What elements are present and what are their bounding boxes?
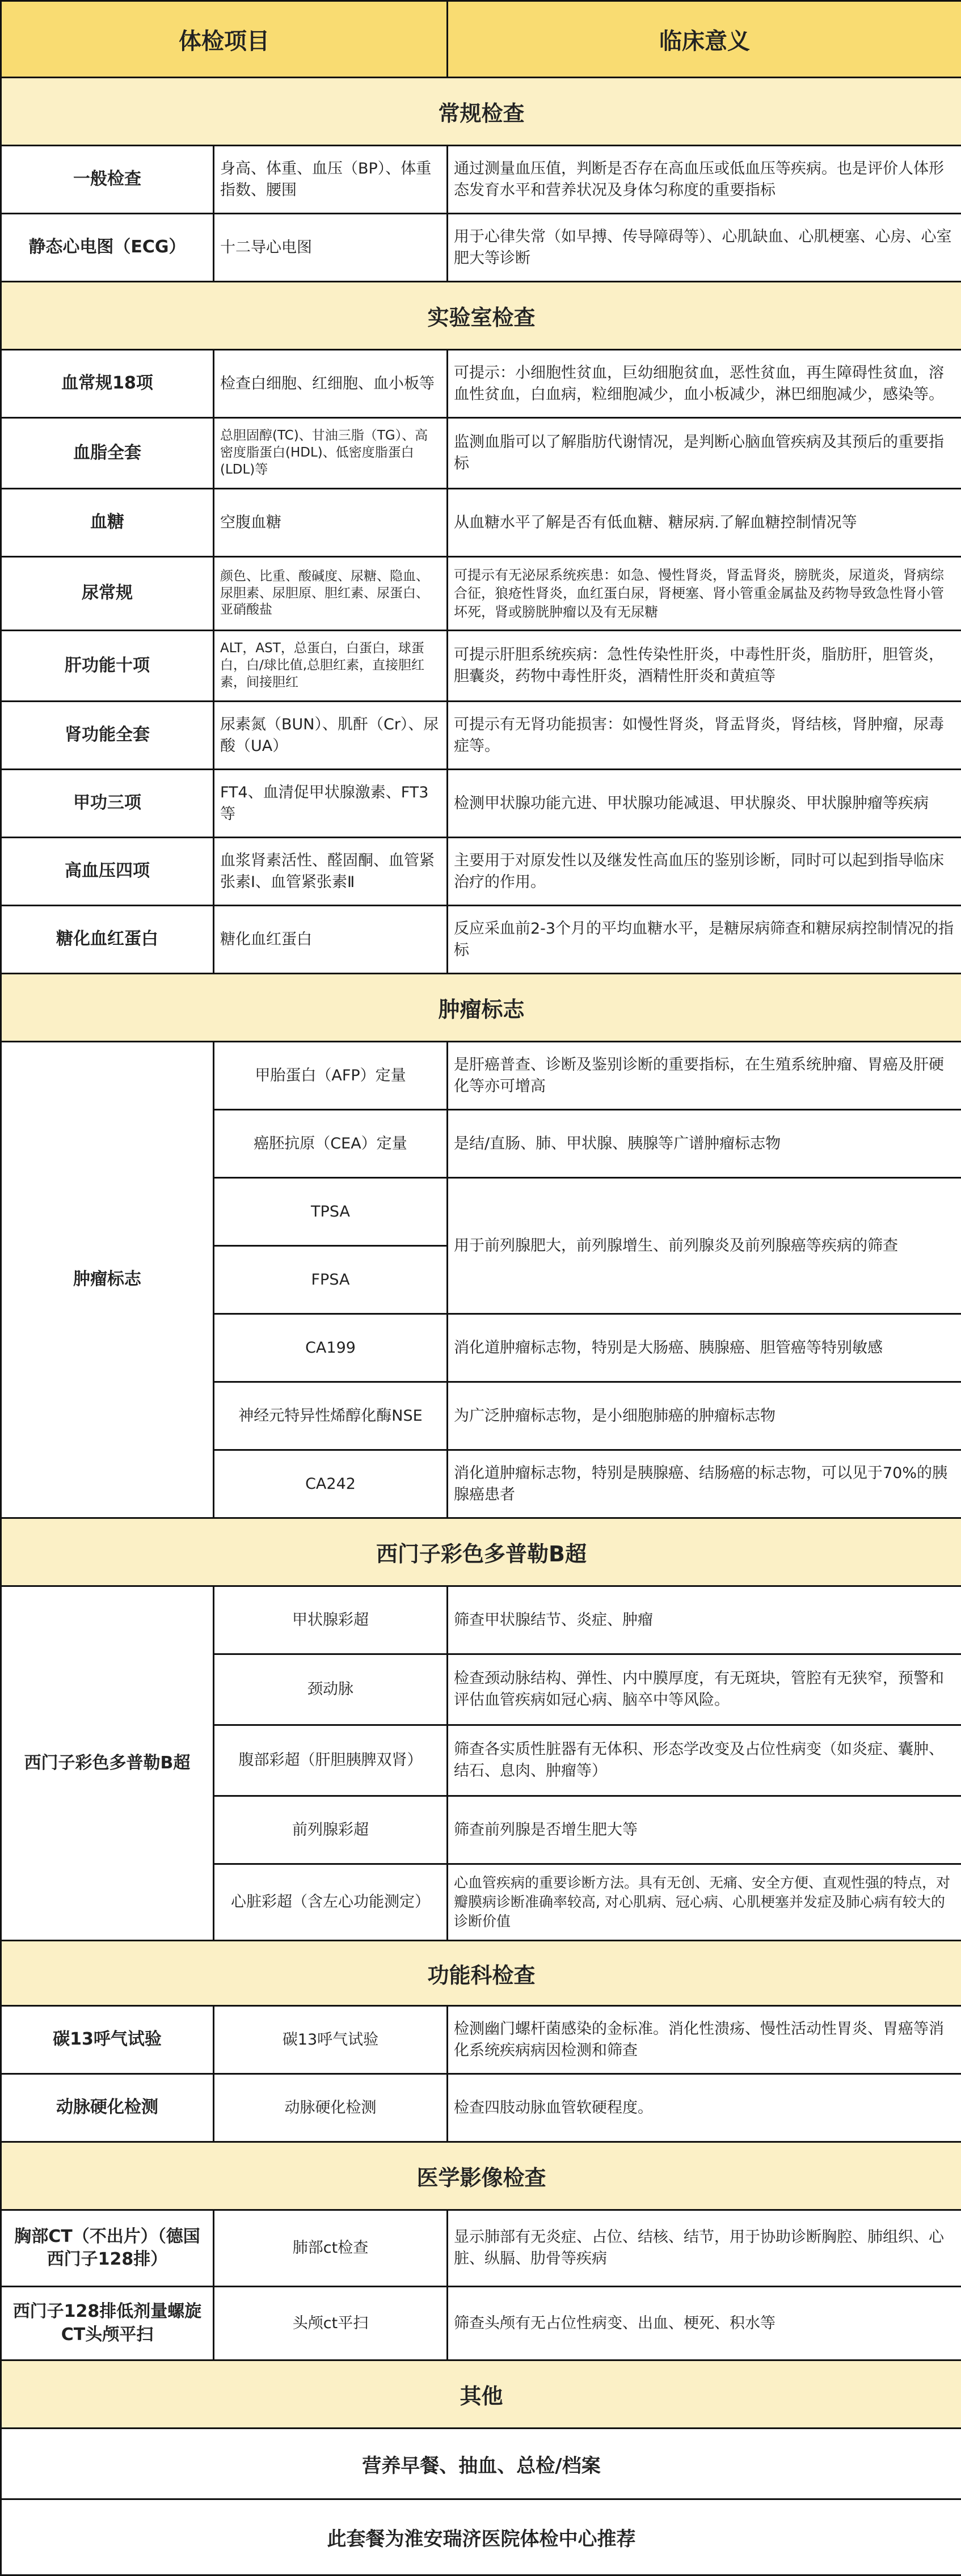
row-name: 动脉硬化检测 [1,2074,214,2142]
section-title: 实验室检查 [1,282,961,350]
row-meaning: 监测血脂可以了解脂肪代谢情况，是判断心脑血管疾病及其预后的重要指标 [448,418,961,489]
row-name: 血常规18项 [1,350,214,418]
table-row [1,1042,961,1110]
row-item: 甲胎蛋白（AFP）定量 [214,1042,448,1110]
section-tumor [1,974,961,1042]
row-meaning: 是肝癌普查、诊断及鉴别诊断的重要指标，在生殖系统肿瘤、胃癌及肝硬化等亦可增高 [448,1042,961,1110]
row-name: 尿常规 [1,557,214,631]
row-meaning: 可提示有无泌尿系统疾患：如急、慢性肾炎，肾盂肾炎，膀胱炎，尿道炎，肾病综合征，狼疮性肾炎，血红蛋白尿，肾梗塞、肾小管重金属盐及药物导致急性肾小管坏死，肾或膀胱肿瘤以及有无尿糖 [448,557,961,631]
header-item-column: 体检项目 [1,1,448,78]
row-name: 甲功三项 [1,770,214,838]
row-meaning: 心血管疾病的重要诊断方法。具有无创、无痛、安全方便、直观性强的特点，对瓣膜病诊断准确率较高, 对心肌病、冠心病、心肌梗塞并发症及肺心病有较大的诊断价值 [448,1864,961,1941]
row-meaning: 可提示肝胆系统疾病：急性传染性肝炎，中毒性肝炎，脂肪肝，胆管炎，胆囊炎，药物中毒性肝炎，酒精性肝炎和黄疸等 [448,631,961,702]
table-row [1,146,961,214]
row-item: 颈动脉 [214,1654,448,1725]
row-meaning: 为广泛肿瘤标志物，是小细胞肺癌的肿瘤标志物 [448,1382,961,1450]
row-item: FPSA [214,1246,448,1314]
section-title: 常规检查 [1,78,961,146]
row-item: TPSA [214,1178,448,1246]
row-meaning: 筛查头颅有无占位性病变、出血、梗死、积水等 [448,2287,961,2360]
section-routine [1,78,961,146]
table-header-row [1,1,961,78]
row-item: 十二导心电图 [214,214,448,282]
row-item: 身高、体重、血压（BP）、体重指数、腰围 [214,146,448,214]
row-item: 碳13呼气试验 [214,2006,448,2074]
table-row [1,702,961,770]
row-meaning: 可提示：小细胞性贫血，巨幼细胞贫血，恶性贫血，再生障碍性贫血，溶血性贫血，白血病，粒细胞减少，血小板减少，淋巴细胞减少，感染等。 [448,350,961,418]
section-other [1,2360,961,2429]
row-item: 糖化血红蛋白 [214,906,448,974]
section-ultrasound [1,1518,961,1586]
row-item: 腹部彩超（肝胆胰脾双肾） [214,1725,448,1796]
row-item: 总胆固醇(TC)、甘油三脂（TG）、高密度脂蛋白(HDL)、低密度脂蛋白(LDL)等 [214,418,448,489]
row-item: 空腹血糖 [214,489,448,557]
row-name: 高血压四项 [1,838,214,906]
table-row [1,906,961,974]
row-meaning: 从血糖水平了解是否有低血糖、糖尿病.了解血糖控制情况等 [448,489,961,557]
row-item: CA199 [214,1314,448,1382]
row-item: 甲状腺彩超 [214,1586,448,1654]
row-meaning: 筛查各实质性脏器有无体积、形态学改变及占位性病变（如炎症、囊肿、结石、息肉、肿瘤等） [448,1725,961,1796]
row-item: 肺部ct检查 [214,2210,448,2287]
row-name: 肝功能十项 [1,631,214,702]
row-item: 颜色、比重、酸碱度、尿糖、隐血、尿胆素、尿胆原、胆红素、尿蛋白、亚硝酸盐 [214,557,448,631]
table-row [1,631,961,702]
row-meaning: 消化道肿瘤标志物，特别是胰腺癌、结肠癌的标志物，可以见于70%的胰腺癌患者 [448,1450,961,1518]
row-name: 糖化血红蛋白 [1,906,214,974]
section-title: 其他 [1,2360,961,2429]
row-item: 头颅ct平扫 [214,2287,448,2360]
table-row [1,489,961,557]
section-title: 西门子彩色多普勒B超 [1,1518,961,1586]
section-lab [1,282,961,350]
row-name: 一般检查 [1,146,214,214]
section-title: 功能科检查 [1,1941,961,2006]
table-row [1,770,961,838]
row-name: 碳13呼气试验 [1,2006,214,2074]
row-meaning: 用于前列腺肥大，前列腺增生、前列腺炎及前列腺癌等疾病的筛查 [448,1178,961,1314]
row-meaning: 是结/直肠、肺、甲状腺、胰腺等广谱肿瘤标志物 [448,1110,961,1178]
row-meaning: 主要用于对原发性以及继发性高血压的鉴别诊断，同时可以起到指导临床治疗的作用。 [448,838,961,906]
row-meaning: 通过测量血压值，判断是否存在高血压或低血压等疾病。也是评价人体形态发育水平和营养状况及身体匀称度的重要指标 [448,146,961,214]
row-item: FT4、血清促甲状腺激素、FT3等 [214,770,448,838]
row-item: 心脏彩超（含左心功能测定） [214,1864,448,1941]
table-row [1,2006,961,2074]
table-row [1,2074,961,2142]
row-meaning: 消化道肿瘤标志物，特别是大肠癌、胰腺癌、胆管癌等特别敏感 [448,1314,961,1382]
tumor-group-name: 肿瘤标志 [1,1042,214,1518]
row-name: 静态心电图（ECG） [1,214,214,282]
row-item: 尿素氮（BUN）、肌酐（Cr）、尿酸（UA） [214,702,448,770]
row-meaning: 反应采血前2-3个月的平均血糖水平，是糖尿病筛查和糖尿病控制情况的指标 [448,906,961,974]
recommend-row [1,2499,961,2575]
row-item: 动脉硬化检测 [214,2074,448,2142]
row-meaning: 可提示有无肾功能损害：如慢性肾炎，肾盂肾炎，肾结核，肾肿瘤，尿毒症等。 [448,702,961,770]
row-item: 检查白细胞、红细胞、血小板等 [214,350,448,418]
section-functional [1,1941,961,2006]
section-title: 医学影像检查 [1,2142,961,2210]
row-name: 血糖 [1,489,214,557]
recommendation-note: 此套餐为淮安瑞济医院体检中心推荐 [1,2499,961,2575]
row-meaning: 检查四肢动脉血管软硬程度。 [448,2074,961,2142]
row-item: 神经元特异性烯醇化酶NSE [214,1382,448,1450]
row-item: 血浆肾素活性、醛固酮、血管紧张素Ⅰ、血管紧张素Ⅱ [214,838,448,906]
row-meaning: 筛查前列腺是否增生肥大等 [448,1796,961,1864]
row-meaning: 显示肺部有无炎症、占位、结核、结节，用于协助诊断胸腔、肺组织、心脏、纵膈、肋骨等疾病 [448,2210,961,2287]
other-row [1,2429,961,2499]
table-row [1,2287,961,2360]
table-row [1,2210,961,2287]
row-item: 前列腺彩超 [214,1796,448,1864]
ultrasound-group-name: 西门子彩色多普勒B超 [1,1586,214,1941]
row-item: CA242 [214,1450,448,1518]
row-meaning: 检测甲状腺功能亢进、甲状腺功能减退、甲状腺炎、甲状腺肿瘤等疾病 [448,770,961,838]
row-meaning: 检查颈动脉结构、弹性、内中膜厚度，有无斑块，管腔有无狭窄，预警和评估血管疾病如冠心病、脑卒中等风险。 [448,1654,961,1725]
row-item: 癌胚抗原（CEA）定量 [214,1110,448,1178]
row-name: 西门子128排低剂量螺旋CT头颅平扫 [1,2287,214,2360]
table-row [1,350,961,418]
row-meaning: 筛查甲状腺结节、炎症、肿瘤 [448,1586,961,1654]
header-meaning-column: 临床意义 [448,1,961,78]
table-row [1,418,961,489]
row-item: ALT，AST，总蛋白，白蛋白，球蛋白，白/球比值,总胆红素，直接胆红素，间接胆红 [214,631,448,702]
row-meaning: 用于心律失常（如早搏、传导障碍等）、心肌缺血、心肌梗塞、心房、心室肥大等诊断 [448,214,961,282]
row-name: 血脂全套 [1,418,214,489]
section-title: 肿瘤标志 [1,974,961,1042]
table-row [1,838,961,906]
row-name: 肾功能全套 [1,702,214,770]
table-row [1,214,961,282]
table-row [1,557,961,631]
row-name: 胸部CT（不出片）（德国西门子128排） [1,2210,214,2287]
other-services: 营养早餐、抽血、总检/档案 [1,2429,961,2499]
section-imaging [1,2142,961,2210]
row-meaning: 检测幽门螺杆菌感染的金标准。消化性溃疡、慢性活动性胃炎、胃癌等消化系统疾病病因检测和筛查 [448,2006,961,2074]
table-row [1,1586,961,1654]
